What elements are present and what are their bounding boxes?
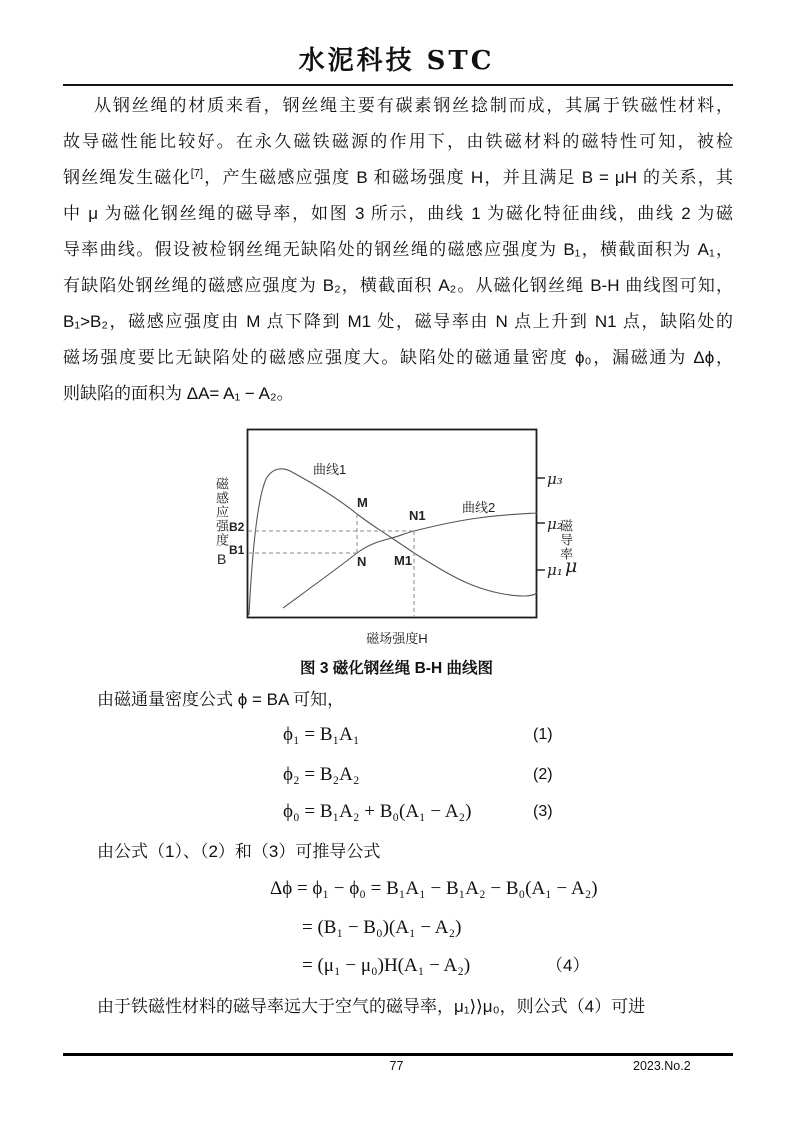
left-tick-label-b1: B1 [229,543,245,557]
equation-4-line2: = (B₁ − B₀)(A₁ − A₂) [302,917,462,938]
reference-superscript: [7] [190,167,204,180]
point-label-n: N [357,554,367,569]
paragraph-line: 故导磁性能比较好。在永久磁铁磁源的作用下，由铁磁材料的磁特性可知，被检 [63,132,733,151]
paragraph-line: B₁>B₂，磁感应强度由 M 点下降到 M1 处，磁导率由 N 点上升到 N1 点，缺陷处的 [63,312,733,331]
curve1-label: 曲线1 [313,462,347,477]
point-label-m1: M1 [394,553,413,568]
y-right-axis-label: 磁导率 [558,519,573,561]
equation-3: ϕ₀ = B₁A₂ + B₀(A₁ − A₂) [283,801,472,822]
curve2-label: 曲线2 [462,500,496,515]
equation-3-number: (3) [533,803,553,820]
paragraph-line: 则缺陷的面积为 ΔA= A₁ − A₂。 [63,384,294,403]
closing-text: 由于铁磁性材料的磁导率远大于空气的磁导率，μ₁⟩⟩μ₀，则公式（4）可进 [97,997,646,1016]
issue-label: 2023.No.2 [633,1059,691,1073]
footer-rule [63,1053,733,1056]
equation-4-line1: Δϕ = ϕ₁ − ϕ₀ = B₁A₁ − B₁A₂ − B₀(A₁ − A₂) [270,878,598,899]
body-paragraph [63,88,733,412]
point-label-m: M [357,495,368,510]
figure-caption: 图 3 磁化钢丝绳 B-H 曲线图 [300,660,493,677]
paragraph-line-text: ，产生磁感应强度 B 和磁场强度 H，并且满足 B = μH 的关系，其 [203,168,733,187]
curve1-magnetization [249,469,537,615]
y-right-axis-symbol: μ [565,555,578,577]
right-tick-label-mu1: μ₁ [547,561,563,579]
y-left-axis-label: 磁感应强度 [214,477,229,547]
paragraph-line-text: 钢丝绳发生磁化 [63,168,191,187]
point-label-n1: N1 [409,508,426,523]
header-rule [63,84,733,86]
equation-4-line3: = (μ₁ − μ₀)H(A₁ − A₂) [302,955,471,976]
equation-1: ϕ₁ = B₁A₁ [283,724,360,745]
paragraph-line: 从钢丝绳的材质来看，钢丝绳主要有碳素钢丝捻制而成，其属于铁磁性材料， [94,96,733,115]
paragraph-line [63,160,733,196]
paragraph-line: 磁场强度要比无缺陷处的磁感应强度大。缺陷处的磁通量密度 ϕ₀，漏磁通为 Δϕ， [63,348,733,367]
right-tick-label-mu3: μ₃ [547,470,563,488]
equation-2: ϕ₂ = B₂A₂ [283,764,360,785]
journal-title: 水泥科技 STC [298,46,495,76]
paragraph-line: 中 μ 为磁化钢丝绳的磁导率，如图 3 所示，曲线 1 为磁化特征曲线，曲线 2 为磁 [63,204,733,223]
paragraph-line: 有缺陷处钢丝绳的磁感应强度为 B₂，横截面积 A₂。从磁化钢丝绳 B-H 曲线图可知， [63,276,733,295]
equation-4-number: （4） [546,956,590,975]
flux-intro-text: 由磁通量密度公式 ϕ = BA 可知， [97,690,345,709]
y-left-axis-symbol: B [217,551,227,567]
page-number: 77 [389,1059,404,1073]
right-tick-label-mu2: μ₂ [547,515,563,533]
left-tick-label-b2: B2 [229,520,245,534]
equation-2-number: (2) [533,766,553,783]
plot-frame [248,430,537,618]
x-axis-label: 磁场强度H [366,631,428,646]
derivation-intro-text: 由公式（1）、（2）和（3）可推导公式 [97,842,381,861]
bh-curve-figure [190,424,590,624]
equation-1-number: (1) [533,726,553,743]
paragraph-line: 导率曲线。假设被检钢丝绳无缺陷处的钢丝绳的磁感应强度为 B₁，横截面积为 A₁， [63,240,733,259]
